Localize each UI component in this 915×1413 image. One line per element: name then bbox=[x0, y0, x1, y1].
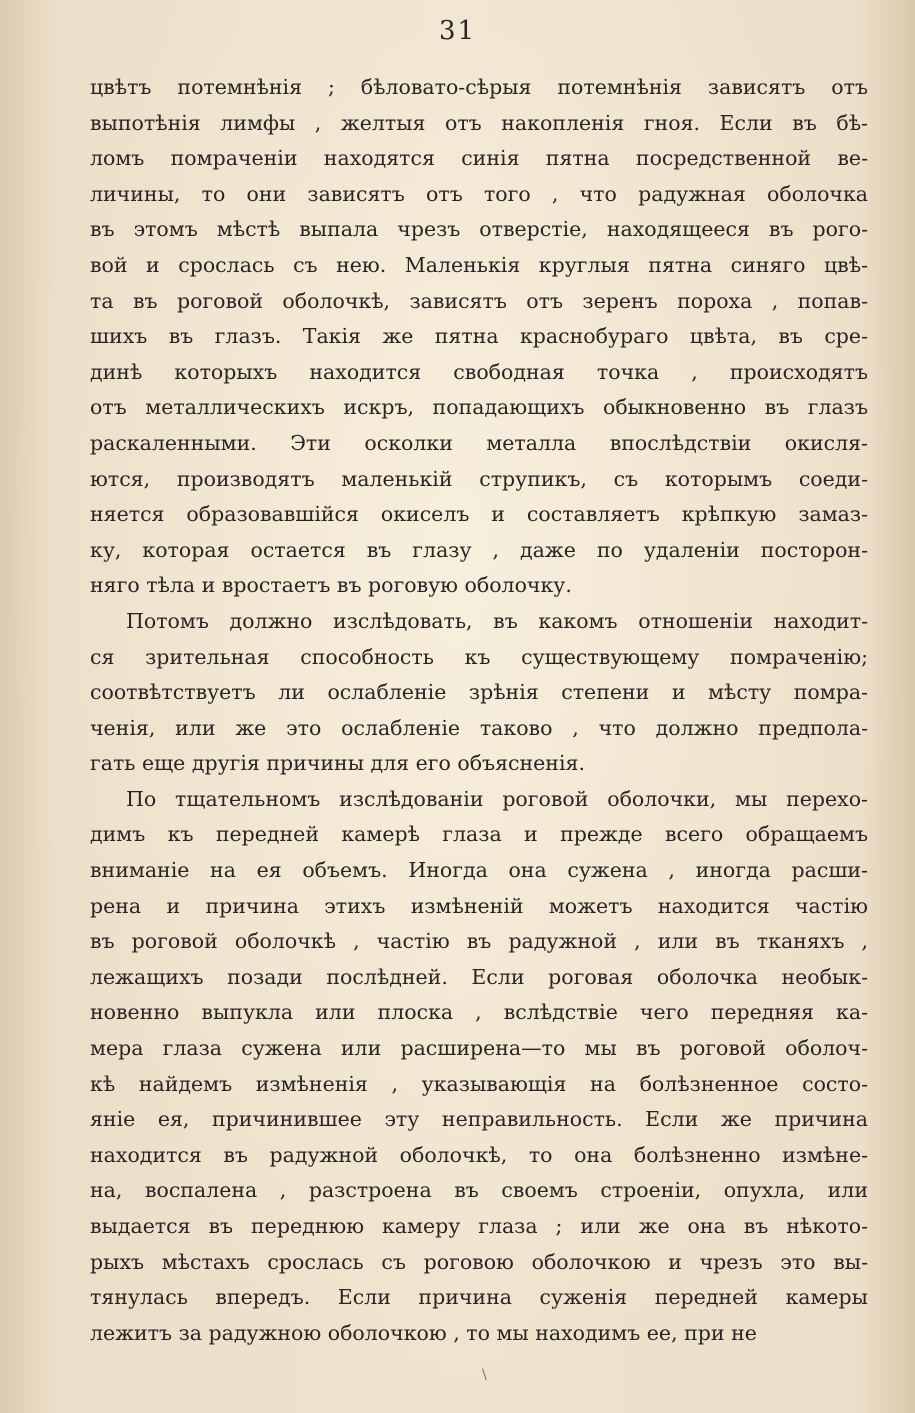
text-line: раскаленными. Эти осколки металла впослѣдствіи окисля- bbox=[90, 430, 868, 455]
text-line: Потомъ должно изслѣдовать, въ какомъ отношеніи находит- bbox=[126, 608, 868, 633]
text-line: въ роговой оболочкѣ , частію въ радужной , или въ тканяхъ , bbox=[90, 929, 868, 954]
text-line: ются, производятъ маленькій струпикъ, съ которымъ соеди- bbox=[90, 466, 868, 491]
text-line: цвѣтъ потемнѣнія ; бѣловато-сѣрыя потемнѣнія зависятъ отъ bbox=[90, 75, 868, 99]
text-line: ломъ помраченіи находятся синія пятна посредственной ве- bbox=[90, 146, 868, 171]
text-line: на, воспалена , разстроена въ своемъ строеніи, опухла, или bbox=[90, 1178, 868, 1203]
text-line: По тщательномъ изслѣдованіи роговой оболочки, мы перехо- bbox=[126, 786, 868, 811]
text-line: личины, то они зависятъ отъ того , что радужная оболочка bbox=[90, 181, 868, 206]
text-line: въ этомъ мѣстѣ выпала чрезъ отверстіе, находящееся въ рого- bbox=[90, 217, 868, 242]
text-line: выдается въ переднюю камеру глаза ; или же она въ нѣкото- bbox=[90, 1214, 868, 1238]
text-line: выпотѣнія лимфы , желтыя отъ накопленія гноя. Если въ бѣ- bbox=[90, 110, 868, 135]
text-line: рыхъ мѣстахъ срослась съ роговою оболочкою и чрезъ это вы- bbox=[90, 1249, 868, 1274]
text-line: няго тѣла и вростаетъ въ роговую оболочку. bbox=[90, 573, 572, 598]
text-line: яніе ея, причинившее эту неправильность. Если же причина bbox=[90, 1107, 868, 1132]
text-line: кѣ найдемъ измѣненія , указывающія на болѣзненное состо- bbox=[90, 1071, 868, 1096]
text-line: ку, которая остается въ глазу , даже по удаленіи посторон- bbox=[90, 537, 868, 562]
text-line: та въ роговой оболочкѣ, зависятъ отъ зеренъ пороха , попав- bbox=[90, 288, 868, 313]
text-line: тянулась впередъ. Если причина суженія передней камеры bbox=[90, 1285, 868, 1310]
body-text bbox=[90, 70, 868, 1351]
text-line: лежащихъ позади послѣдней. Если роговая оболочка необык- bbox=[90, 964, 868, 989]
text-line: шихъ въ глазъ. Такія же пятна краснобураго цвѣта, въ сре- bbox=[90, 324, 868, 349]
text-line: гать еще другія причины для его объясненія. bbox=[90, 751, 585, 776]
text-line: ченія, или же это ослабленіе таково , что должно предпола- bbox=[90, 715, 868, 740]
text-line: отъ металлическихъ искръ, попадающихъ обыкновенно въ глазъ bbox=[90, 395, 868, 420]
text-line: лежитъ за радужною оболочкою , то мы находимъ ее, при не bbox=[90, 1320, 757, 1345]
text-line: вой и срослась съ нею. Маленькія круглыя пятна синяго цвѣ- bbox=[90, 252, 868, 277]
text-line: вниманіе на ея объемъ. Иногда она сужена , иногда расши- bbox=[90, 858, 868, 883]
text-line: новенно выпукла или плоска , вслѣдствіе чего передняя ка- bbox=[90, 1000, 868, 1025]
text-line: динѣ которыхъ находится свободная точка , происходятъ bbox=[90, 359, 868, 384]
text-line: соотвѣтствуетъ ли ослабленіе зрѣнія степени и мѣсту помра- bbox=[90, 680, 868, 705]
text-line: находится въ радужной оболочкѣ, то она болѣзненно измѣне- bbox=[90, 1142, 868, 1167]
footer-mark: \ bbox=[482, 1367, 487, 1383]
text-line: мера глаза сужена или расширена—то мы въ роговой оболоч- bbox=[90, 1036, 868, 1061]
paragraph-2 bbox=[90, 604, 868, 782]
text-line: ся зрительная способность къ существующему помраченію; bbox=[90, 644, 868, 669]
text-line: рена и причина этихъ измѣненій можетъ находится частію bbox=[90, 893, 868, 918]
paragraph-1 bbox=[90, 70, 868, 604]
paragraph-3 bbox=[90, 782, 868, 1352]
text-line: няется образовавшійся окиселъ и составляетъ крѣпкую замаз- bbox=[90, 502, 868, 527]
page-number: 31 bbox=[438, 16, 477, 46]
text-line: димъ къ передней камерѣ глаза и прежде всего обращаемъ bbox=[90, 822, 868, 847]
